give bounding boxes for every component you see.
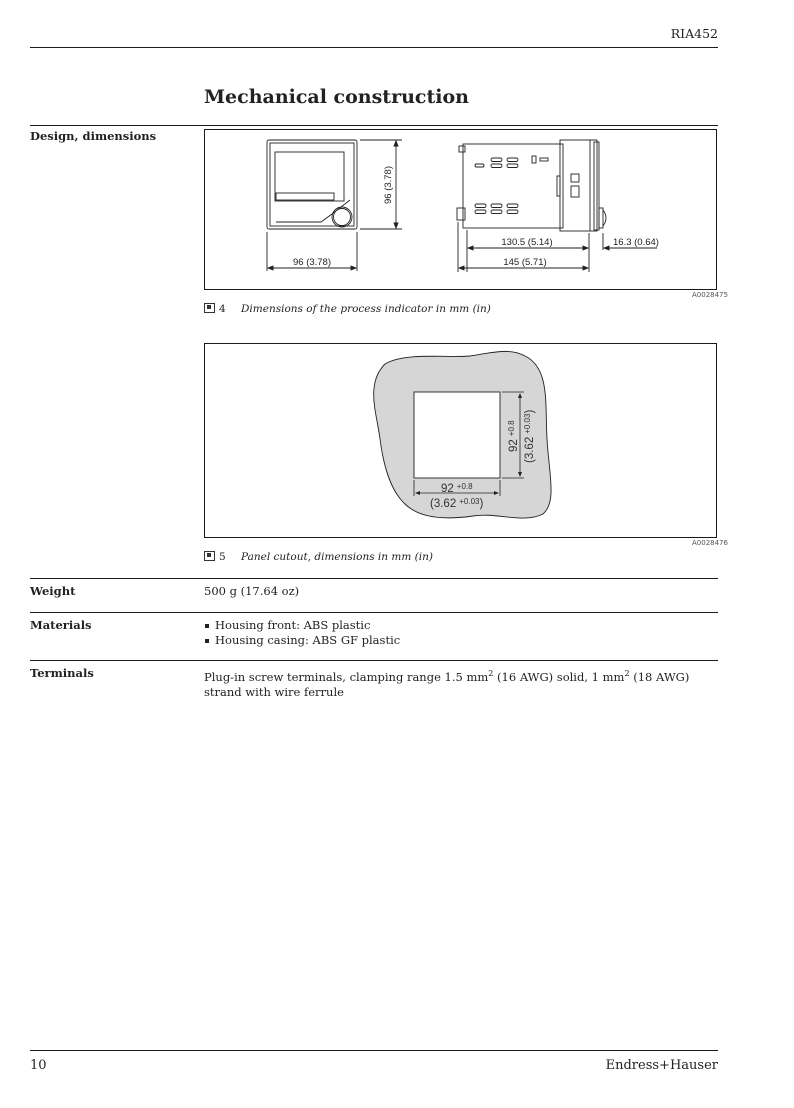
- figure-4-ref: A0028475: [692, 291, 728, 299]
- list-item: Housing front: ABS plastic: [204, 618, 400, 633]
- dim-housing-depth-label: 130.5 (5.14): [501, 237, 553, 248]
- figure-5-number: 5: [219, 551, 226, 563]
- figure-4-caption-text: Dimensions of the process indicator in mm (in): [241, 303, 491, 315]
- dim-width-label: 96 (3.78): [292, 257, 332, 268]
- weight-rule: [30, 578, 718, 579]
- dim-front-depth-label: 16.3 (0.64): [613, 237, 659, 248]
- cutout-width-in: (3.62 $^{+0.03}$): [430, 497, 484, 510]
- brand-name: Endress+Hauser: [605, 1058, 718, 1073]
- dim-total-depth-label: 145 (5.71): [503, 257, 547, 268]
- terminals-label: Terminals: [30, 666, 94, 680]
- footer-rule: [30, 1050, 718, 1051]
- figure-5-ref: A0028476: [692, 539, 728, 547]
- cutout-width-mm: 92 $^{+0.8}$: [441, 482, 473, 495]
- figure-4-box: [204, 129, 717, 290]
- figure-5-caption-text: Panel cutout, dimensions in mm (in): [241, 551, 433, 563]
- figure-4-number: 4: [219, 303, 226, 315]
- materials-rule: [30, 612, 718, 613]
- dim-height-label: 96 (3.78): [383, 165, 394, 205]
- materials-label: Materials: [30, 618, 92, 632]
- figure-5-box: [204, 343, 717, 538]
- figure-icon: [204, 303, 215, 313]
- cutout-height-mm: $92^{+0.8}$: [507, 420, 520, 452]
- design-label: Design, dimensions: [30, 129, 157, 143]
- list-item: Housing casing: ABS GF plastic: [204, 633, 400, 648]
- materials-list: [204, 618, 400, 648]
- figure-4-drawing: [205, 130, 716, 289]
- weight-label: Weight: [30, 584, 76, 598]
- terminals-rule: [30, 660, 718, 661]
- design-rule: [30, 125, 718, 126]
- cutout-height-in: $(3.62^{+0.03})$: [523, 409, 536, 463]
- section-title: Mechanical construction: [204, 86, 469, 108]
- weight-value: 500 g (17.64 oz): [204, 584, 300, 598]
- document-code: RIA452: [670, 26, 718, 41]
- figure-4-caption: [204, 303, 491, 315]
- header-rule: [30, 47, 718, 48]
- page-number: 10: [30, 1058, 47, 1073]
- figure-5-drawing: [205, 344, 716, 537]
- figure-5-caption: [204, 551, 433, 563]
- terminals-text: Plug-in screw terminals, clamping range 1.5 $mm^2$ (16 AWG) solid, 1 $mm^2$ (18 AWG) strand with wire ferrule: [204, 669, 690, 699]
- figure-icon: [204, 551, 215, 561]
